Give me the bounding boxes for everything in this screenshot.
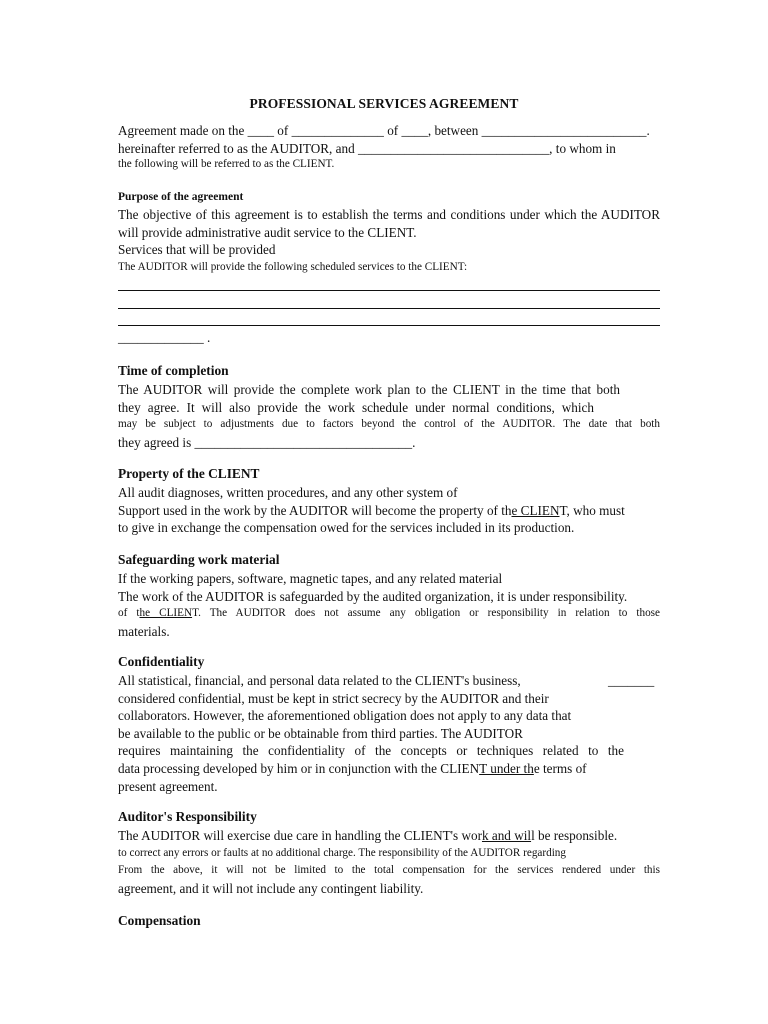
property-line-2: Support used in the work by the AUDITOR will become the property of the CLIENT, who must <box>118 502 625 518</box>
confidentiality-heading: Confidentiality <box>118 654 205 669</box>
confidentiality-line-3: collaborators. However, the aforementioned obligation does not apply to any data that <box>118 708 572 724</box>
confidentiality-line-2: considered confidential, must be kept in strict secrecy by the AUDITOR and their <box>118 690 549 706</box>
completion-line-2: they agree. It will also provide the work schedule under normal conditions, which <box>118 399 594 415</box>
blank-line-2 <box>118 294 660 312</box>
compensation-heading: Compensation <box>118 913 201 928</box>
confidentiality-line-5: requires maintaining the confidentiality of the concepts or techniques related to the <box>118 743 624 759</box>
purpose-line-2: will provide administrative audit service to the CLIENT. <box>118 224 417 240</box>
responsibility-line-3: From the above, it will not be limited to the total compensation for the services rendered under this <box>118 864 660 877</box>
intro-line-1: Agreement made on the ____ of ______________ of ____, between _________________________. <box>118 123 650 138</box>
responsibility-section <box>118 808 660 897</box>
property-section <box>118 465 660 537</box>
confidentiality-line-6: data processing developed by him or in conjunction with the CLIENT under the terms of <box>118 760 587 776</box>
blank-line-3 <box>118 312 660 330</box>
confidentiality-line-7: present agreement. <box>118 778 218 794</box>
confidentiality-section <box>118 653 660 795</box>
property-heading: Property of the CLIENT <box>118 466 260 481</box>
purpose-line-3: Services that will be provided <box>118 242 276 258</box>
completion-section <box>118 362 660 451</box>
blank-line-1 <box>118 276 660 294</box>
confidentiality-blank: _______ <box>608 673 655 688</box>
responsibility-line-4: agreement, and it will not include any contingent liability. <box>118 880 424 896</box>
compensation-section <box>118 912 660 931</box>
completion-line-1: The AUDITOR will provide the complete work plan to the CLIENT in the time that both <box>118 382 620 397</box>
property-line-3: to give in exchange the compensation owed for the services included in its production. <box>118 520 575 536</box>
completion-heading: Time of completion <box>118 363 229 378</box>
confidentiality-line-4: be available to the public or be obtainable from third parties. The AUDITOR <box>118 725 523 741</box>
safeguarding-section <box>118 551 660 640</box>
confidentiality-line-1: All statistical, financial, and personal data related to the CLIENT's business, _______ <box>118 673 655 688</box>
safeguarding-line-2: The work of the AUDITOR is safeguarded by the audited organization, it is under responsibility. <box>118 588 628 604</box>
purpose-line-4: The AUDITOR will provide the following scheduled services to the CLIENT: <box>118 260 468 273</box>
document-title: PROFESSIONAL SERVICES AGREEMENT <box>249 96 519 111</box>
completion-line-3: may be subject to adjustments due to factors beyond the control of the AUDITOR. The date that both <box>118 418 660 431</box>
intro-line-2: hereinafter referred to as the AUDITOR, and _____________________________, to whom in <box>118 140 616 156</box>
safeguarding-line-3: of the CLIENT. The AUDITOR does not assume any obligation or responsibility in relation to those <box>118 607 661 620</box>
purpose-heading: Purpose of the agreement <box>118 191 244 203</box>
purpose-section <box>118 189 660 347</box>
blank-line-end: _____________ . <box>118 330 211 346</box>
responsibility-line-2: to correct any errors or faults at no additional charge. The responsibility of the AUDITOR regarding <box>118 846 566 859</box>
completion-line-4: they agreed is _________________________________. <box>118 434 416 450</box>
responsibility-line-1: The AUDITOR will exercise due care in handling the CLIENT's work and will be responsible. <box>118 828 618 843</box>
intro-line-3: the following will be referred to as the CLIENT. <box>118 158 335 171</box>
property-line-1: All audit diagnoses, written procedures, and any other system of <box>118 485 458 500</box>
purpose-line-1: The objective of this agreement is to establish the terms and conditions under which the AUDITOR <box>118 207 660 222</box>
safeguarding-line-4: materials. <box>118 623 170 639</box>
responsibility-heading: Auditor's Responsibility <box>118 809 257 824</box>
safeguarding-line-1: If the working papers, software, magnetic tapes, and any related material <box>118 571 503 586</box>
intro-section <box>118 122 660 172</box>
safeguarding-heading: Safeguarding work material <box>118 552 280 567</box>
